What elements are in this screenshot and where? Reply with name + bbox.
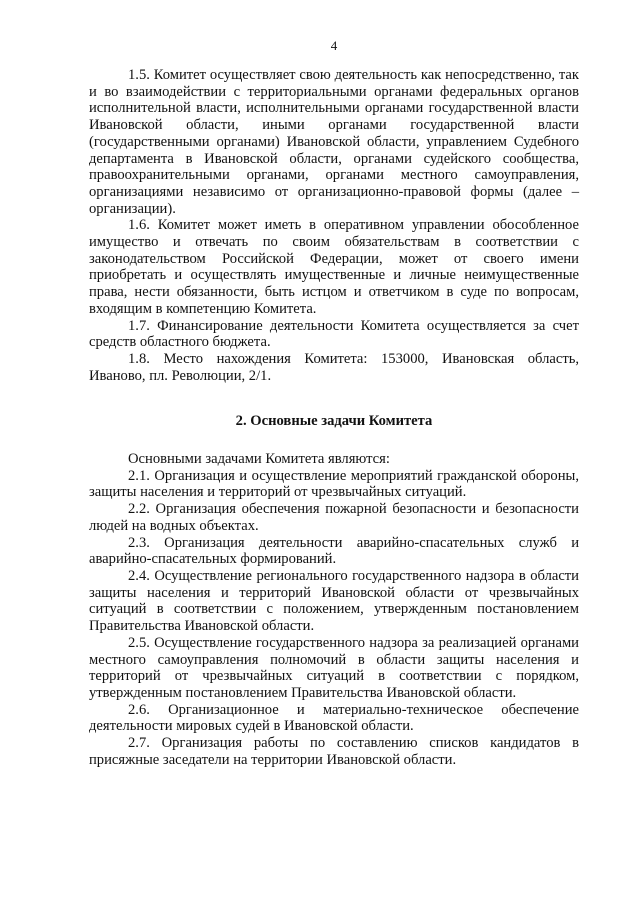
paragraph-2-7: 2.7. Организация работы по составлению списков кандидатов в присяжные заседатели на территории Ивановской области. <box>89 735 579 768</box>
section-2-intro: Основными задачами Комитета являются: <box>128 451 390 468</box>
paragraph-2-3: 2.3. Организация деятельности аварийно-спасательных служб и аварийно-спасательных формирований. <box>89 534 579 568</box>
section-2-heading: 2. Основные задачи Комитета <box>235 413 433 430</box>
page-number: 4 <box>330 38 338 53</box>
paragraph-1-6: 1.6. Комитет может иметь в оперативном управлении обособленное имущество и отвечать по своим обязательствам в соответствии с законодательством Российской Федерации, может от своего имени приобретать и осуществлять имущественные и личные неимущественные права, нести обязанности, быть истцом и ответчиком в суде по вопросам, входящим в компетенцию Комитета. <box>89 217 579 317</box>
paragraph-2-1: 2.1. Организация и осуществление мероприятий гражданской обороны, защиты населения и территорий от чрезвычайных ситуаций. <box>89 467 579 501</box>
paragraph-2-5: 2.5. Осуществление государственного надзора за реализацией органами местного самоуправления полномочий в области защиты населения и территорий от чрезвычайных ситуаций в соответствии с порядком, утвержденным постановлением Правительства Ивановской области. <box>89 634 579 701</box>
paragraph-2-6: 2.6. Организационное и материально-техническое обеспечение деятельности мировых судей в Ивановской области. <box>89 701 579 735</box>
document-page <box>89 38 579 768</box>
paragraph-1-7: 1.7. Финансирование деятельности Комитета осуществляется за счет средств областного бюджета. <box>89 317 579 351</box>
paragraph-1-5: 1.5. Комитет осуществляет свою деятельность как непосредственно, так и во взаимодействии с территориальными органами федеральных органов исполнительной власти, исполнительными органами государственной власти Ивановской области, иными органами государственной власти (государственными органами) Ивановской области, управлением Судебного департамента в Ивановской области, органами судейского сообщества, правоохранительными органами, органами местного самоуправления, организациями независимо от организационно-правовой формы (далее – организации). <box>89 67 579 217</box>
paragraph-2-4: 2.4. Осуществление регионального государственного надзора в области защиты населения и территорий Ивановской области от чрезвычайных ситуаций в соответствии с положением, утвержденным постановлением Правительства Ивановской области. <box>89 567 579 635</box>
paragraph-2-2: 2.2. Организация обеспечения пожарной безопасности и безопасности людей на водных объектах. <box>89 501 579 534</box>
paragraph-1-8: 1.8. Место нахождения Комитета: 153000, Ивановская область, Иваново, пл. Революции, 2/1. <box>89 350 579 384</box>
